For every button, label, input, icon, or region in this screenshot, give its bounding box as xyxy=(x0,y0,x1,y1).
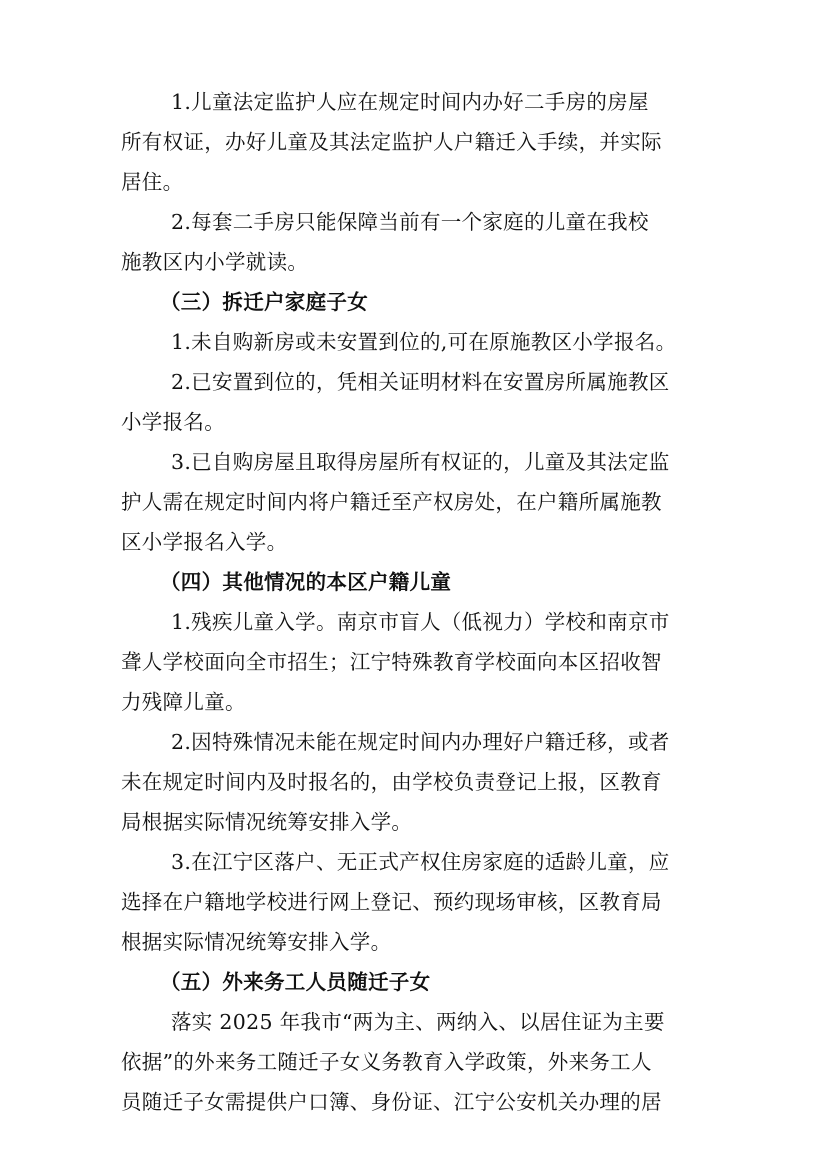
paragraph-line: 护人需在规定时间内将户籍迁至产权房处，在户籍所属施教 xyxy=(121,490,662,514)
paragraph-line: 1.儿童法定监护人应在规定时间内办好二手房的房屋 xyxy=(171,90,649,114)
paragraph-line: 2.每套二手房只能保障当前有一个家庭的儿童在我校 xyxy=(171,210,649,234)
section-heading-4: （四）其他情况的本区户籍儿童 xyxy=(160,570,452,594)
paragraph-line: 局根据实际情况统筹安排入学。 xyxy=(121,810,413,834)
paragraph-line: 所有权证，办好儿童及其法定监护人户籍迁入手续，并实际 xyxy=(121,130,662,154)
section-heading-3: （三）拆迁户家庭子女 xyxy=(160,290,368,314)
paragraph-line: 2.因特殊情况未能在规定时间内办理好户籍迁移，或者 xyxy=(171,730,670,754)
paragraph-line: 聋人学校面向全市招生；江宁特殊教育学校面向本区招收智 xyxy=(121,650,662,674)
paragraph-line: 施教区内小学就读。 xyxy=(121,250,309,274)
paragraph-line: 2.已安置到位的，凭相关证明材料在安置房所属施教区 xyxy=(171,370,670,394)
paragraph-line: 落实 2025 年我市“两为主、两纳入、以居住证为主要 xyxy=(171,1010,665,1034)
paragraph-line: 员随迁子女需提供户口簿、身份证、江宁公安机关办理的居 xyxy=(121,1090,662,1114)
paragraph-line: 未在规定时间内及时报名的，由学校负责登记上报，区教育 xyxy=(121,770,662,794)
paragraph-line: 依据”的外来务工随迁子女义务教育入学政策，外来务工人 xyxy=(121,1050,652,1074)
paragraph-line: 3.已自购房屋且取得房屋所有权证的，儿童及其法定监 xyxy=(171,450,670,474)
paragraph-line: 力残障儿童。 xyxy=(121,690,246,714)
paragraph-line: 选择在户籍地学校进行网上登记、预约现场审核，区教育局 xyxy=(121,890,662,914)
section-heading-5: （五）外来务工人员随迁子女 xyxy=(160,970,431,994)
paragraph-line: 1.残疾儿童入学。南京市盲人（低视力）学校和南京市 xyxy=(171,610,670,634)
paragraph-line: 区小学报名入学。 xyxy=(121,530,288,554)
paragraph-line: 居住。 xyxy=(121,170,184,194)
paragraph-line: 小学报名。 xyxy=(121,410,225,434)
paragraph-line: 3.在江宁区落户、无正式产权住房家庭的适龄儿童，应 xyxy=(171,850,670,874)
paragraph-line: 根据实际情况统筹安排入学。 xyxy=(121,930,392,954)
paragraph-line: 1.未自购新房或未安置到位的,可在原施教区小学报名。 xyxy=(171,330,677,354)
